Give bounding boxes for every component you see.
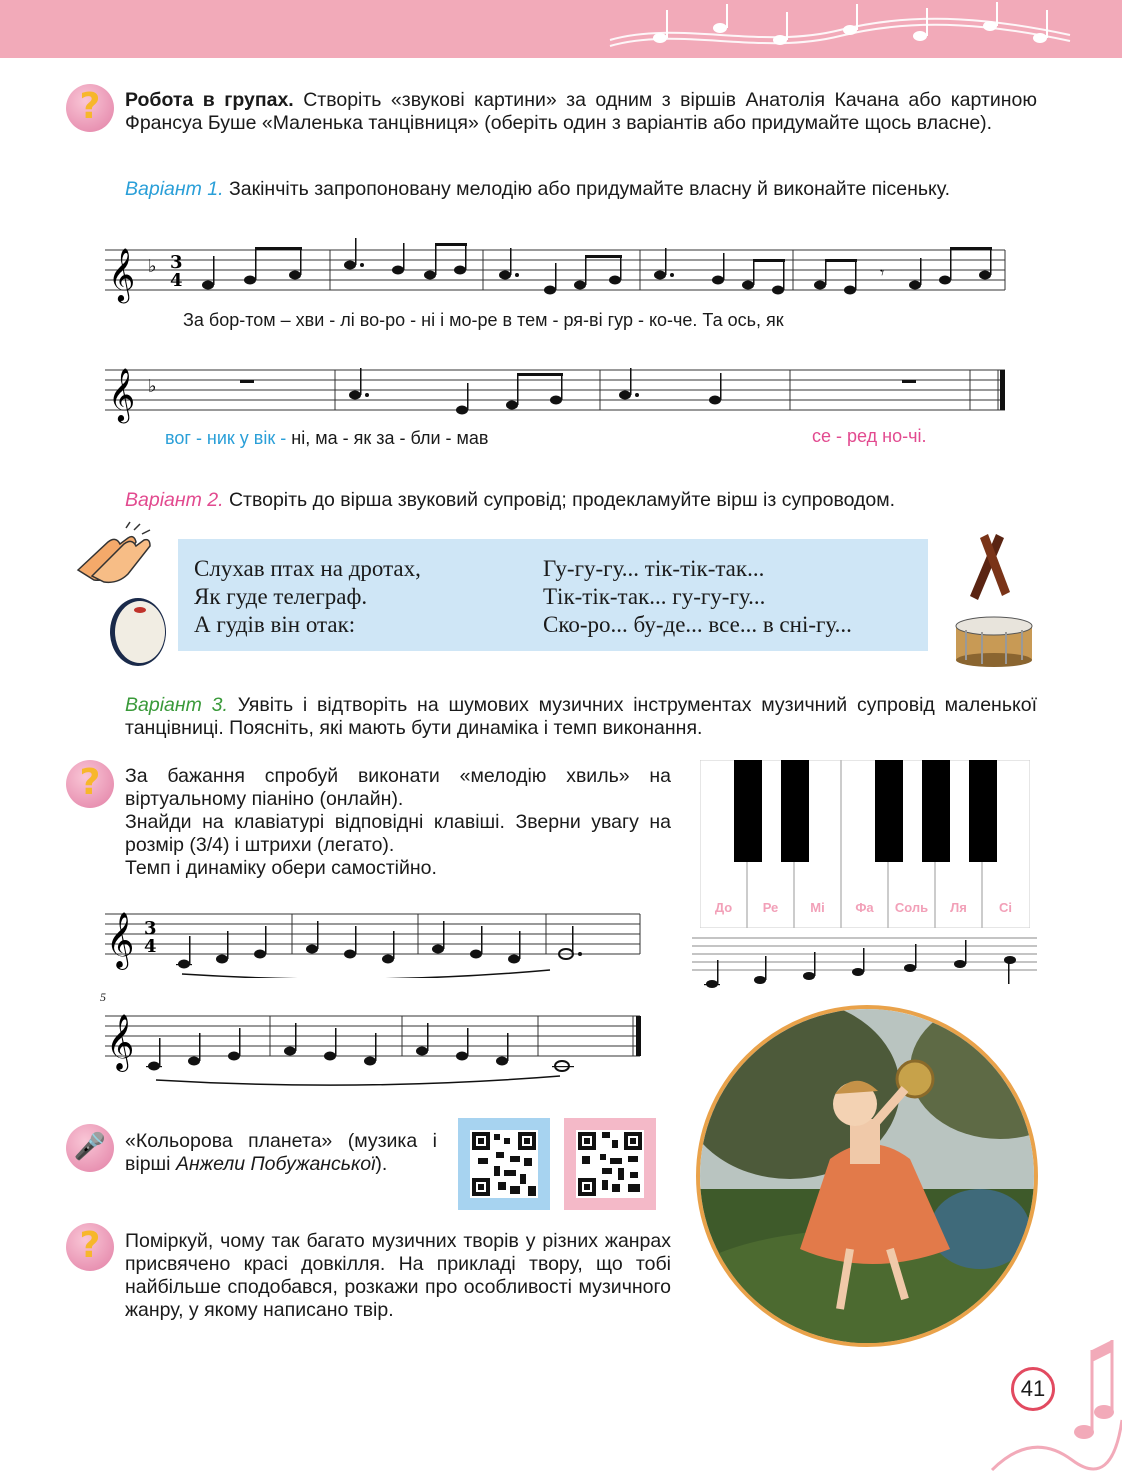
poem-left-3: А гудів він отак: bbox=[194, 612, 356, 637]
piano-key-sol[interactable]: Соль bbox=[894, 900, 929, 915]
piano-key-si[interactable]: Сі bbox=[999, 900, 1012, 915]
task1-title: Робота в групах. bbox=[125, 89, 294, 111]
tambourine-drum-icon bbox=[104, 596, 170, 668]
variant3-body: Уявіть і відтворіть на шумових музичних інструментах музичний супровід маленької танцівниці. Поясніть, які мають бути динаміка і темп виконання. bbox=[125, 694, 1038, 739]
poem-right-3: Ско-ро... бу-де... все... в сні-гу... bbox=[543, 612, 852, 637]
piano-key-do[interactable]: До bbox=[714, 900, 733, 915]
qr-code-blue[interactable] bbox=[458, 1118, 550, 1210]
piano-key-la[interactable]: Ля bbox=[950, 900, 967, 915]
task2-line3: Темп і динаміку обери самостійно. bbox=[125, 857, 437, 879]
svg-text:𝄾: 𝄾 bbox=[880, 265, 885, 282]
song-end: ). bbox=[375, 1153, 388, 1175]
variant3-label: Варіант 3. bbox=[125, 694, 228, 716]
song-text bbox=[125, 1130, 437, 1176]
music-notes-decoration bbox=[600, 0, 1080, 58]
poem-left-1: Слухав птах на дротах, bbox=[194, 556, 421, 581]
task2-line1: За бажання спробуй виконати «мелодію хвиль» на віртуальному піаніно (онлайн). bbox=[125, 765, 671, 810]
piano-notes-staff bbox=[692, 934, 1037, 992]
song-author: Анжели Побужанської bbox=[175, 1153, 376, 1175]
clapping-hands-icon bbox=[68, 520, 164, 586]
melody-staff-2 bbox=[100, 358, 1010, 428]
piano-key-fa[interactable]: Фа bbox=[855, 900, 874, 915]
svg-text:4: 4 bbox=[144, 936, 157, 957]
variant3-text bbox=[125, 694, 1037, 740]
poem-right-2: Тік-тік-так... гу-гу-гу... bbox=[543, 584, 766, 609]
song-title: «Кольорова планета» (музика і вірші bbox=[125, 1130, 437, 1175]
lyrics-black: ні, ма - як за - бли - мав bbox=[286, 428, 489, 448]
svg-text:𝄞: 𝄞 bbox=[106, 1014, 135, 1070]
waves-melody-staff-1 bbox=[100, 898, 645, 978]
measure-number: 5 bbox=[100, 990, 106, 1004]
task2-text bbox=[125, 765, 671, 880]
lyrics-pink: се - ред но-чі. bbox=[812, 426, 927, 446]
snare-drum-icon bbox=[952, 612, 1036, 670]
piano-key-re[interactable]: Ре bbox=[762, 900, 779, 915]
qr-code-pink[interactable] bbox=[564, 1118, 656, 1210]
question-icon: ? bbox=[66, 84, 114, 132]
page-number: 41 bbox=[1011, 1367, 1055, 1411]
variant1-label: Варіант 1. bbox=[125, 178, 224, 200]
svg-text:3: 3 bbox=[144, 918, 157, 939]
lyrics-blue: вог - ник у вік - bbox=[165, 428, 287, 448]
variant1-body: Закінчіть запропоновану мелодію або придумайте власну й виконайте пісеньку. bbox=[223, 178, 950, 200]
lyrics-line-1: За бор-том – хви - лі во-ро - ні і мо-ре в тем - ря-ві гур - ко-че. Та ось, як bbox=[183, 310, 784, 330]
question-icon: ? bbox=[66, 1223, 114, 1271]
task2-line2: Знайди на клавіатурі відповідні клавіші. Зверни увагу на розмір (3/4) і штрихи (легато). bbox=[125, 811, 671, 856]
melody-staff-1 bbox=[100, 238, 1010, 308]
svg-text:4: 4 bbox=[170, 270, 183, 291]
svg-text:♭: ♭ bbox=[148, 376, 157, 397]
poem-right-1: Гу-гу-гу... тік-тік-так... bbox=[543, 556, 765, 581]
poem-box bbox=[178, 539, 928, 651]
svg-text:𝄞: 𝄞 bbox=[108, 367, 136, 421]
notes-corner-decoration bbox=[972, 1340, 1122, 1474]
task3-text: Поміркуй, чому так багато музичних творів у різних жанрах присвячено красі довкілля. На прикладі твору, що тобі найбільше сподобався, розкажи про особливості музичного жанру, у якому написано твір. bbox=[125, 1230, 671, 1321]
painting-little-dancer bbox=[696, 1005, 1038, 1347]
variant2-body: Створіть до вірша звуковий супровід; продекламуйте вірш із супроводом. bbox=[223, 489, 896, 511]
question-icon: ? bbox=[66, 760, 114, 808]
svg-text:3: 3 bbox=[170, 252, 183, 273]
microphone-icon: 🎤 bbox=[66, 1124, 114, 1172]
variant1-text bbox=[125, 178, 1037, 201]
svg-text:𝄞: 𝄞 bbox=[108, 247, 136, 301]
task1-text bbox=[125, 89, 1037, 135]
lyrics-line-2 bbox=[165, 428, 488, 449]
variant2-label: Варіант 2. bbox=[125, 489, 224, 511]
svg-text:♭: ♭ bbox=[148, 256, 157, 277]
piano-key-mi[interactable]: Мі bbox=[810, 900, 825, 915]
task1-body: Створіть «звукові картини» за одним з віршів Анатолія Качана або картиною Франсуа Буше «Маленька танцівниця» (оберіть один з варіантів або придумайте щось власне). bbox=[125, 89, 1037, 134]
poem-left-2: Як гуде телеграф. bbox=[194, 584, 368, 609]
claves-sticks-icon bbox=[966, 530, 1012, 600]
svg-text:𝄞: 𝄞 bbox=[106, 912, 135, 968]
waves-melody-staff-2 bbox=[100, 1000, 645, 1090]
variant2-text bbox=[125, 489, 1037, 512]
virtual-piano[interactable] bbox=[700, 760, 1030, 928]
